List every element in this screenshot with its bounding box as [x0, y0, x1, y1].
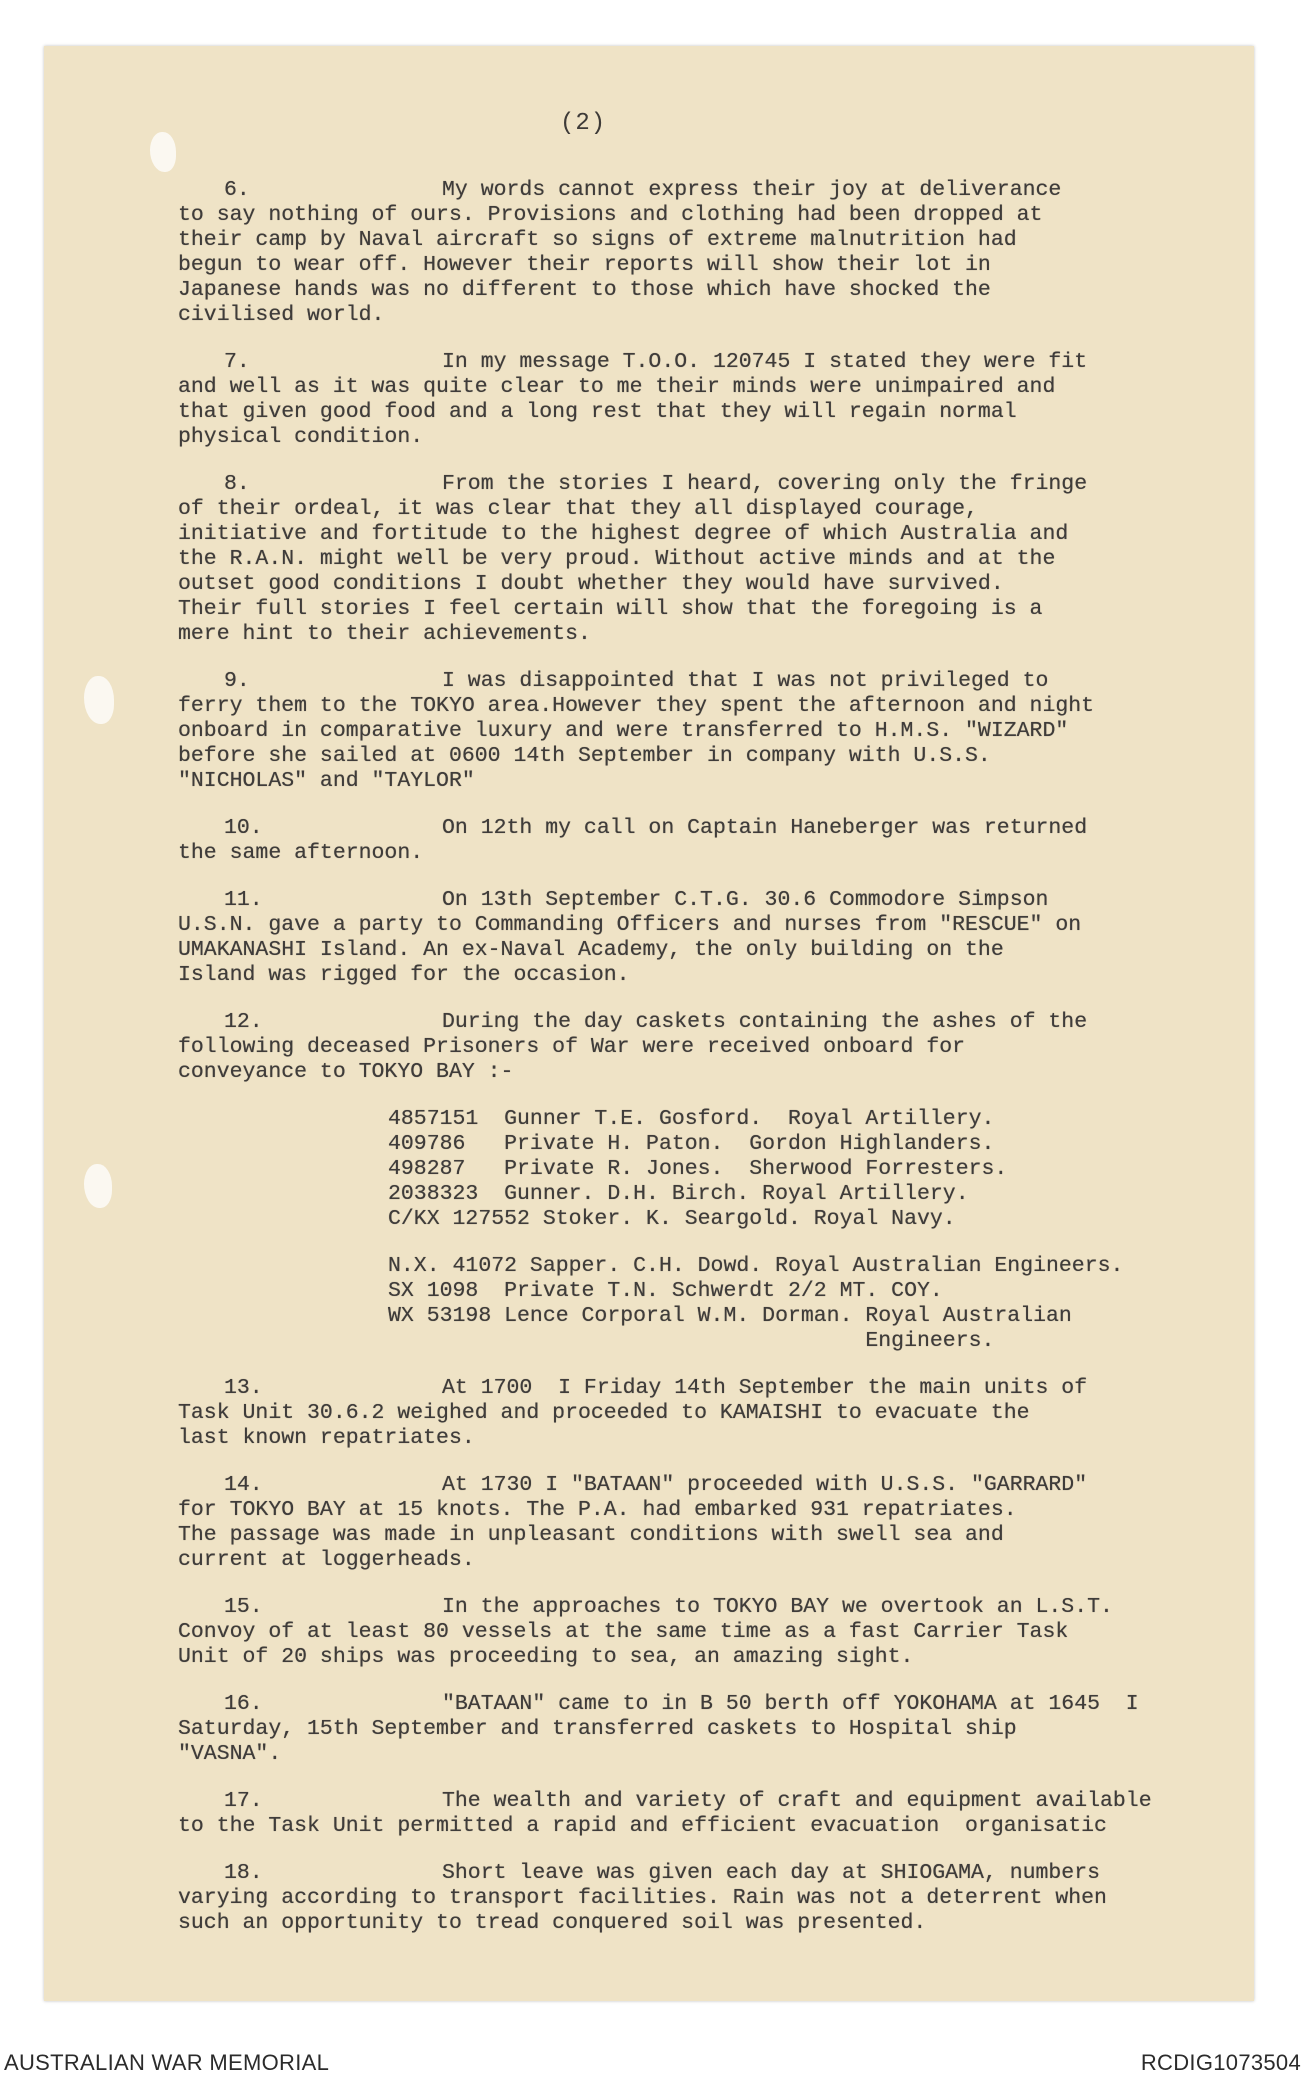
paragraph-number: 15. — [224, 1595, 263, 1619]
paragraph-line — [178, 1789, 1238, 1814]
paragraph-line: mere hint to their achievements. — [178, 622, 591, 646]
paragraph-line: current at loggerheads. — [178, 1548, 475, 1572]
paragraph-line: U.S.N. gave a party to Commanding Officers and nurses from "RESCUE" on — [178, 913, 1082, 937]
paragraph-line — [178, 350, 1238, 375]
paragraph-line: varying according to transport facilities. Rain was not a deterrent when — [178, 1886, 1107, 1910]
casualty-entry: WX 53198 Lence Corporal W.M. Dorman. Royal Australian — [388, 1304, 1072, 1328]
paragraph-line: such an opportunity to tread conquered soil was presented. — [178, 1911, 927, 1935]
paragraph-line: Their full stories I feel certain will show that the foregoing is a — [178, 597, 1043, 621]
paragraph-text: During the day caskets containing the ashes of the — [442, 1010, 1088, 1034]
paragraph-text: At 1730 I "BATAAN" proceeded with U.S.S. "GARRARD" — [442, 1473, 1088, 1497]
paragraph-17 — [178, 1789, 1238, 1839]
paragraph-line: outset good conditions I doubt whether they would have survived. — [178, 572, 1004, 596]
paragraph-15 — [178, 1595, 1238, 1670]
paragraph-7 — [178, 350, 1238, 450]
paragraph-text: My words cannot express their joy at deliverance — [442, 178, 1062, 202]
casualty-entry: SX 1098 Private T.N. Schwerdt 2/2 MT. COY. — [388, 1279, 943, 1303]
casualty-list-2 — [388, 1254, 1238, 1354]
paragraph-12 — [178, 1010, 1238, 1085]
paragraph-10 — [178, 816, 1238, 866]
casualty-entry: 4857151 Gunner T.E. Gosford. Royal Artillery. — [388, 1107, 995, 1131]
footer-archive-name: AUSTRALIAN WAR MEMORIAL — [4, 2050, 330, 2075]
punch-hole-lower — [84, 1164, 112, 1208]
paragraph-line: for TOKYO BAY at 15 knots. The P.A. had embarked 931 repatriates. — [178, 1498, 1017, 1522]
paragraph-line — [178, 1595, 1238, 1620]
paragraph-number: 17. — [224, 1789, 263, 1813]
paragraph-line: to the Task Unit permitted a rapid and efficient evacuation organisatic — [178, 1814, 1107, 1838]
paragraph-18 — [178, 1861, 1238, 1936]
paragraph-number: 9. — [224, 669, 250, 693]
paragraph-line: last known repatriates. — [178, 1426, 475, 1450]
paragraph-text: Short leave was given each day at SHIOGAMA, numbers — [442, 1861, 1101, 1885]
punch-hole-top — [150, 132, 176, 172]
paragraph-line: The passage was made in unpleasant conditions with swell sea and — [178, 1523, 1004, 1547]
paragraph-line: "NICHOLAS" and "TAYLOR" — [178, 769, 475, 793]
paragraph-line: Convoy of at least 80 vessels at the same time as a fast Carrier Task — [178, 1620, 1069, 1644]
paragraph-text: On 12th my call on Captain Haneberger was returned — [442, 816, 1088, 840]
paragraph-number: 16. — [224, 1692, 263, 1716]
page-number: (2) — [560, 110, 607, 137]
paragraph-text: The wealth and variety of craft and equipment available — [442, 1789, 1152, 1813]
paragraph-text: From the stories I heard, covering only the fringe — [442, 472, 1088, 496]
footer-record-id: RCDIG1073504 — [1140, 2050, 1301, 2075]
casualty-entry: N.X. 41072 Sapper. C.H. Dowd. Royal Australian Engineers. — [388, 1254, 1124, 1278]
paragraph-line: begun to wear off. However their reports will show their lot in — [178, 253, 991, 277]
casualty-entry: C/KX 127552 Stoker. K. Seargold. Royal Navy. — [388, 1207, 956, 1231]
paragraph-line — [178, 816, 1238, 841]
punch-hole-middle — [84, 676, 114, 724]
paragraph-number: 7. — [224, 350, 250, 374]
paragraph-line: that given good food and a long rest that they will regain normal — [178, 400, 1017, 424]
paragraph-line — [178, 669, 1238, 694]
paragraph-13 — [178, 1376, 1238, 1451]
paragraph-line: their camp by Naval aircraft so signs of extreme malnutrition had — [178, 228, 1017, 252]
paragraph-number: 10. — [224, 816, 263, 840]
paragraph-line: the R.A.N. might well be very proud. Without active minds and at the — [178, 547, 1056, 571]
paragraph-number: 6. — [224, 178, 250, 202]
paragraph-9 — [178, 669, 1238, 794]
paragraph-line: conveyance to TOKYO BAY :- — [178, 1060, 514, 1084]
paragraph-line: of their ordeal, it was clear that they all displayed courage, — [178, 497, 978, 521]
paragraph-number: 14. — [224, 1473, 263, 1497]
paragraph-line: Unit of 20 ships was proceeding to sea, an amazing sight. — [178, 1645, 914, 1669]
paragraph-text: In my message T.O.O. 120745 I stated they were fit — [442, 350, 1088, 374]
paragraph-number: 11. — [224, 888, 263, 912]
casualty-entry: 409786 Private H. Paton. Gordon Highlanders. — [388, 1132, 995, 1156]
paragraph-line: civilised world. — [178, 303, 385, 327]
paragraph-line — [178, 1376, 1238, 1401]
paragraph-11 — [178, 888, 1238, 988]
paragraph-number: 8. — [224, 472, 250, 496]
paragraph-number: 13. — [224, 1376, 263, 1400]
paragraph-line — [178, 1473, 1238, 1498]
paragraph-line: initiative and fortitude to the highest degree of which Australia and — [178, 522, 1069, 546]
paragraph-14 — [178, 1473, 1238, 1573]
paragraph-line: onboard in comparative luxury and were transferred to H.M.S. "WIZARD" — [178, 719, 1069, 743]
paragraph-line — [178, 1692, 1238, 1717]
paragraph-line — [178, 472, 1238, 497]
paragraph-line: and well as it was quite clear to me their minds were unimpaired and — [178, 375, 1056, 399]
paragraph-line: ferry them to the TOKYO area.However they spent the afternoon and night — [178, 694, 1095, 718]
paragraph-number: 12. — [224, 1010, 263, 1034]
paragraph-line: Task Unit 30.6.2 weighed and proceeded to KAMAISHI to evacuate the — [178, 1401, 1030, 1425]
paragraph-line: UMAKANASHI Island. An ex-Naval Academy, the only building on the — [178, 938, 1004, 962]
paragraph-8 — [178, 472, 1238, 647]
casualty-entry: Engineers. — [388, 1329, 995, 1353]
paragraph-line: before she sailed at 0600 14th September in company with U.S.S. — [178, 744, 991, 768]
casualty-entry: 2038323 Gunner. D.H. Birch. Royal Artillery. — [388, 1182, 969, 1206]
paragraph-6 — [178, 178, 1238, 328]
paragraph-line: the same afternoon. — [178, 841, 424, 865]
paragraph-line — [178, 888, 1238, 913]
paragraph-text: On 13th September C.T.G. 30.6 Commodore Simpson — [442, 888, 1049, 912]
paragraph-text: At 1700 I Friday 14th September the main units of — [442, 1376, 1088, 1400]
document-body — [178, 178, 1238, 1958]
paragraph-line: "VASNA". — [178, 1742, 282, 1766]
paragraph-16 — [178, 1692, 1238, 1767]
paragraph-text: In the approaches to TOKYO BAY we overtook an L.S.T. — [442, 1595, 1113, 1619]
paragraph-text: I was disappointed that I was not privileged to — [442, 669, 1049, 693]
paragraph-line: Island was rigged for the occasion. — [178, 963, 630, 987]
paragraph-line — [178, 1010, 1238, 1035]
paragraph-line: following deceased Prisoners of War were received onboard for — [178, 1035, 966, 1059]
casualty-list-1 — [388, 1107, 1238, 1232]
paragraph-line — [178, 1861, 1238, 1886]
paragraph-line: Saturday, 15th September and transferred caskets to Hospital ship — [178, 1717, 1017, 1741]
paragraph-line: Japanese hands was no different to those which have shocked the — [178, 278, 991, 302]
casualty-entry: 498287 Private R. Jones. Sherwood Forresters. — [388, 1157, 1008, 1181]
paragraph-text: "BATAAN" came to in B 50 berth off YOKOHAMA at 1645 I — [442, 1692, 1139, 1716]
paragraph-number: 18. — [224, 1861, 263, 1885]
paragraph-line — [178, 178, 1238, 203]
paragraph-line: physical condition. — [178, 425, 424, 449]
paragraph-line: to say nothing of ours. Provisions and clothing had been dropped at — [178, 203, 1043, 227]
